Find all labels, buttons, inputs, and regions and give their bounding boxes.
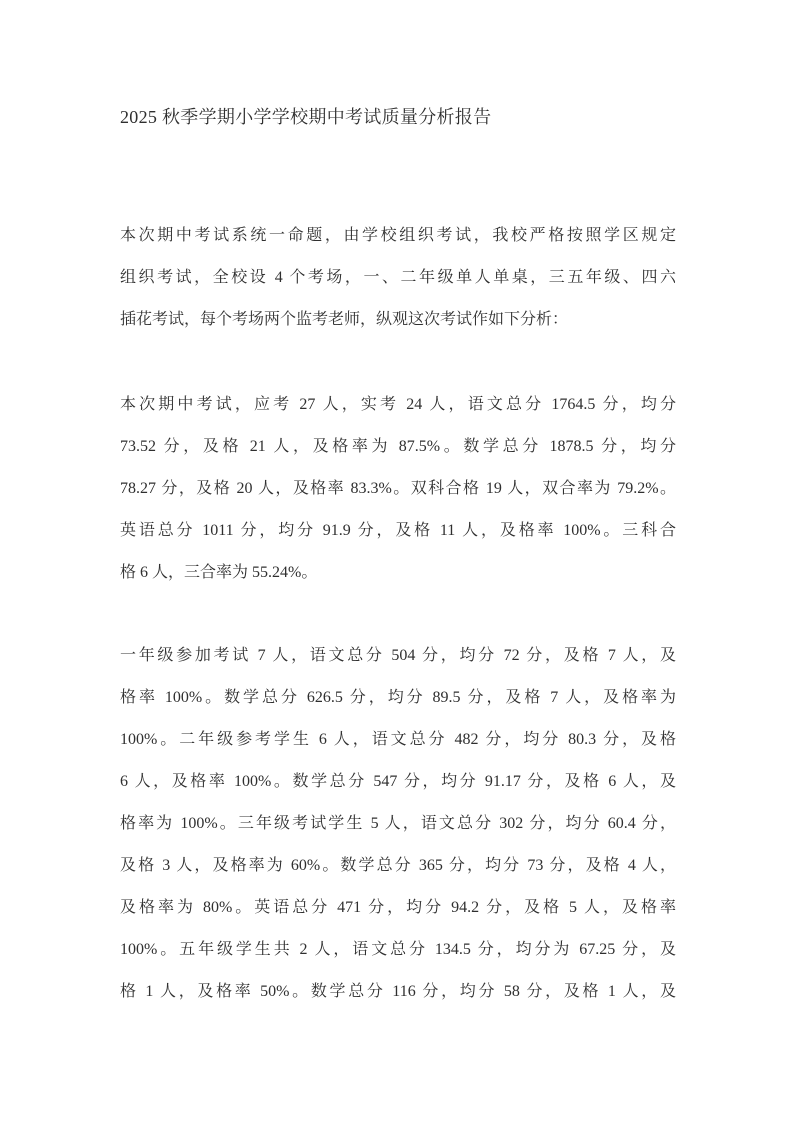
text-line: 格 6 人，三合率为 55.24%。	[120, 564, 318, 581]
text-line: 英语总分 1011 分，均分 91.9 分，及格 11 人，及格率 100%。三科合	[120, 522, 676, 539]
text-line: 100%。五年级学生共 2 人，语文总分 134.5 分，均分为 67.25 分，及	[120, 941, 676, 958]
text-line: 78.27 分，及格 20 人，及格率 83.3%。双科合格 19 人，双合率为 79.2%。	[120, 480, 676, 497]
text-line: 及格 3 人，及格率为 60%。数学总分 365 分，均分 73 分，及格 4 人，	[120, 857, 676, 874]
text-line: 格率为 100%。三年级考试学生 5 人，语文总分 302 分，均分 60.4 分，	[120, 815, 676, 832]
document-content	[120, 96, 676, 1013]
paragraph-grade-results	[120, 635, 676, 1013]
text-line: 本次期中考试，应考 27 人，实考 24 人，语文总分 1764.5 分，均分	[120, 396, 676, 413]
text-line: 73.52 分，及格 21 人，及格率为 87.5%。数学总分 1878.5 分，均分	[120, 438, 676, 455]
document-title: 2025 秋季学期小学学校期中考试质量分析报告	[120, 107, 492, 127]
text-line: 100%。二年级参考学生 6 人，语文总分 482 分，均分 80.3 分，及格	[120, 731, 676, 748]
text-line: 本次期中考试系统一命题，由学校组织考试，我校严格按照学区规定	[120, 227, 676, 244]
text-line: 格率 100%。数学总分 626.5 分，均分 89.5 分，及格 7 人，及格率为	[120, 689, 676, 706]
paragraph-exam-organization	[120, 215, 676, 341]
text-line: 组织考试，全校设 4 个考场，一、二年级单人单桌，三五年级、四六	[120, 269, 676, 286]
text-line: 一年级参加考试 7 人，语文总分 504 分，均分 72 分，及格 7 人，及	[120, 647, 676, 664]
paragraph-overall-results	[120, 384, 676, 594]
text-line: 插花考试，每个考场两个监考老师，纵观这次考试作如下分析：	[120, 311, 569, 328]
text-line: 格 1 人，及格率 50%。数学总分 116 分，均分 58 分，及格 1 人，及	[120, 983, 676, 1000]
text-line: 6 人，及格率 100%。数学总分 547 分，均分 91.17 分，及格 6 人，及	[120, 773, 676, 790]
text-line: 及格率为 80%。英语总分 471 分，均分 94.2 分，及格 5 人，及格率	[120, 899, 676, 916]
